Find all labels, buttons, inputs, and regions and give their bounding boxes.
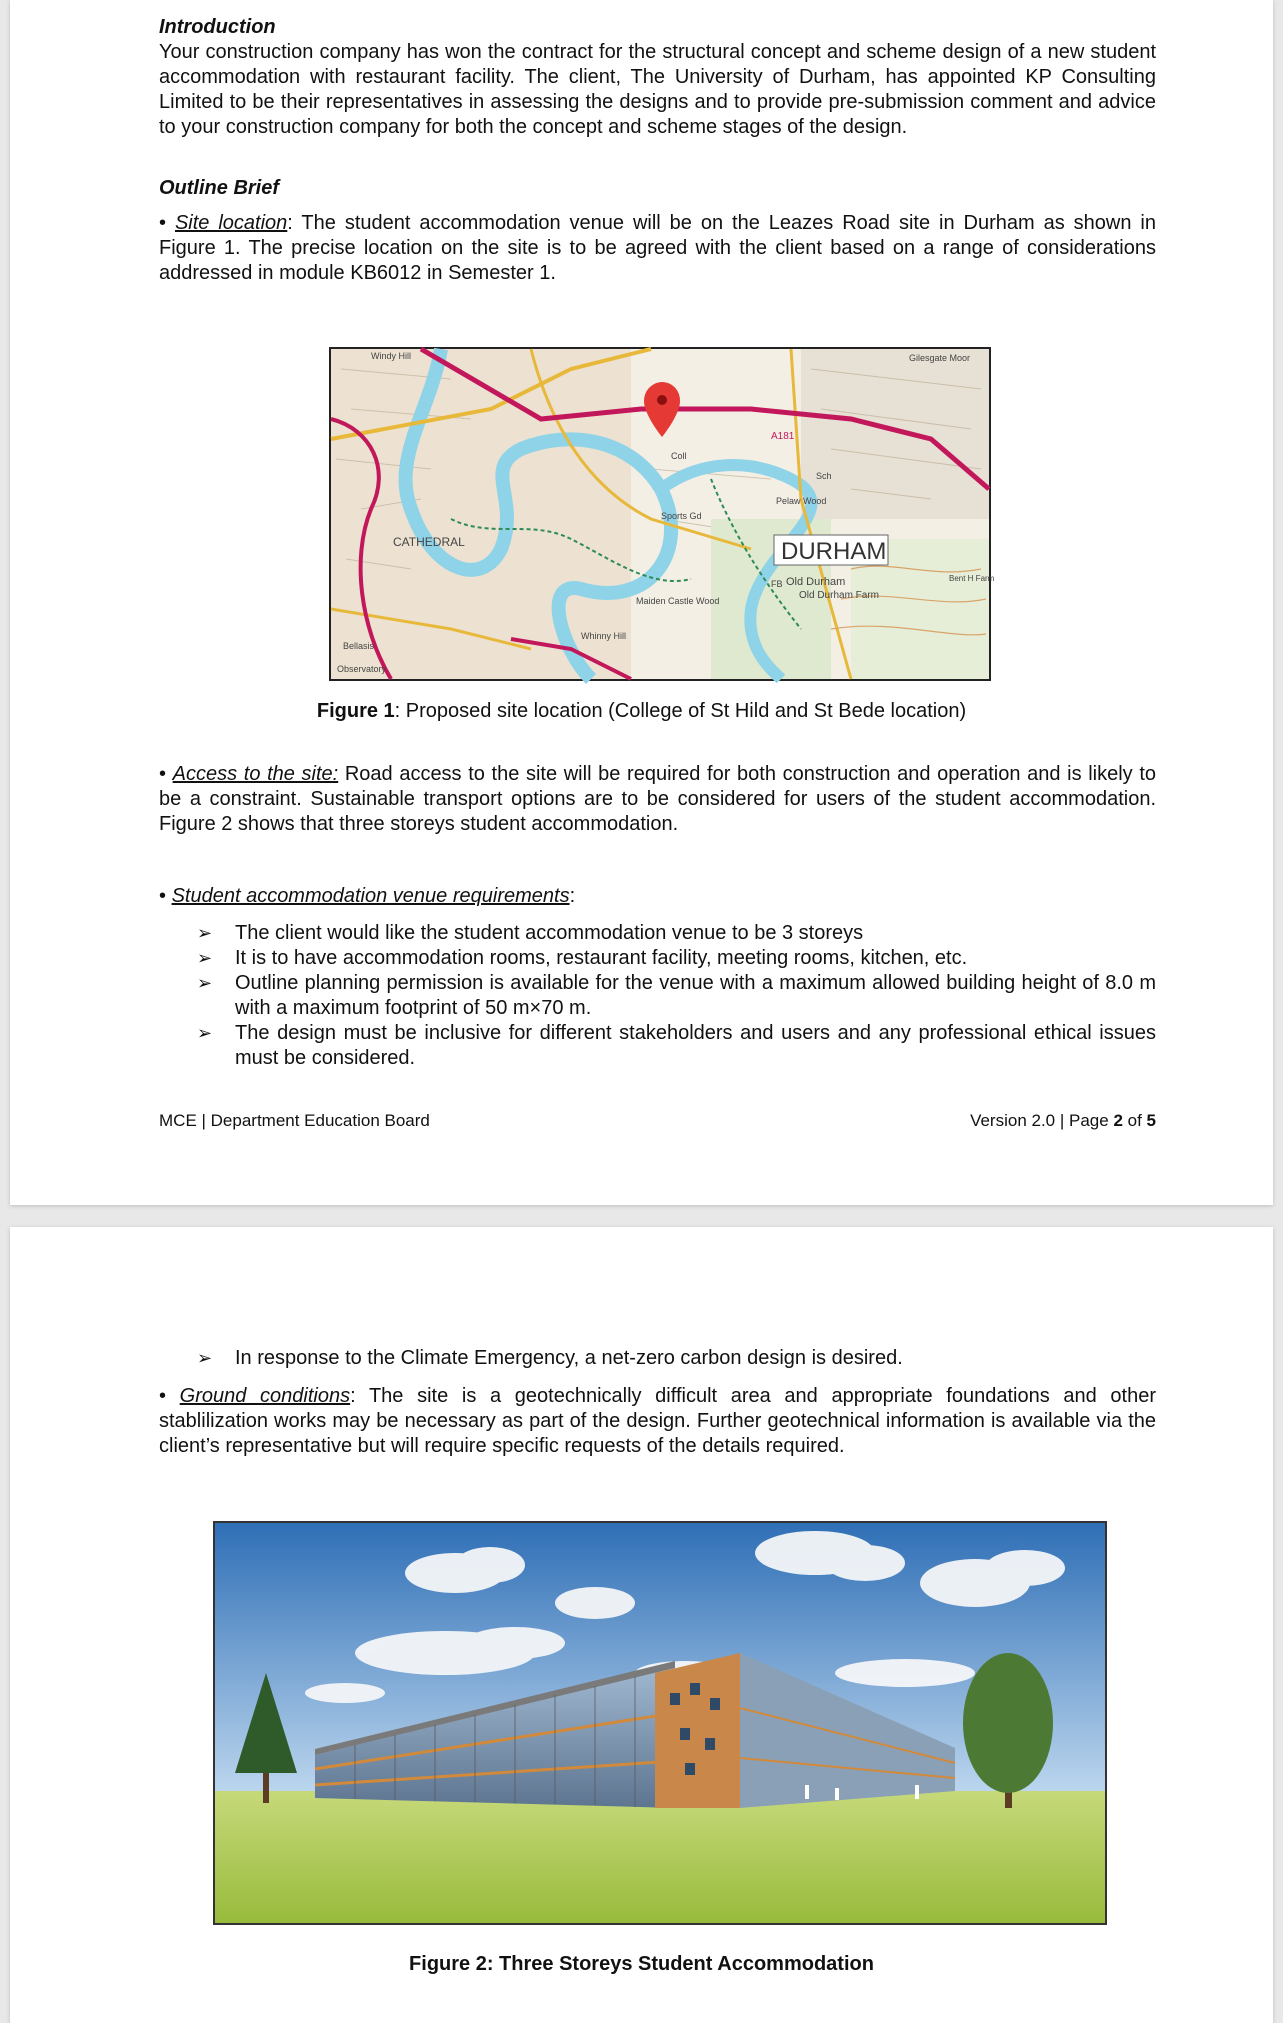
footer-page-total: 5 — [1146, 1111, 1156, 1130]
map-label-bellasis: Bellasis — [343, 641, 375, 651]
arrow-bullet-icon: ➢ — [197, 948, 213, 968]
map-label-sports-gd: Sports Gd — [661, 511, 702, 521]
list-item: ➢ It is to have accommodation rooms, restaurant facility, meeting rooms, kitchen, etc. — [197, 947, 968, 969]
map-label-cathedral: CATHEDRAL — [393, 535, 465, 549]
access-paragraph: • Access to the site: Road access to the site will be required for both construction and operation and is likely to be a constraint. Sustainable transport options are to be considered for users of the student accommodation. Figure 2 shows that three storeys student accommodation. — [159, 763, 1157, 835]
figure-2-caption — [10, 1953, 1273, 1976]
arrow-bullet-icon: ➢ — [197, 973, 213, 993]
student-accommodation-render — [215, 1523, 1105, 1923]
map-label-observatory: Observatory — [337, 664, 387, 674]
access-label: Access to the site: — [172, 763, 339, 785]
map-label-old-durham: Old Durham — [786, 576, 846, 588]
document-page-1 — [10, 0, 1273, 1205]
map-label-fb: FB — [771, 579, 783, 589]
requirements-continued — [159, 1346, 1156, 1371]
map-label-coll: Coll — [671, 451, 687, 461]
map-label-windy-hill: Windy Hill — [371, 351, 412, 361]
site-location-text: : The student accommodation venue will be on the Leazes Road site in Durham as shown in Figure 1. The precise location on the site is to be agreed with the client based on a range of considerations addressed in module KB6012 in Semester 1. — [159, 212, 1156, 284]
site-location-paragraph: • Site location: The student accommodation venue will be on the Leazes Road site in Durham as shown in Figure 1. The precise location on the site is to be agreed with the client based on a range of considerations addressed in module KB6012 in Semester 1. — [159, 212, 1156, 284]
footer-version: Version 2.0 | Page 2 of 5 — [970, 1111, 1156, 1130]
ground-conditions-label: Ground conditions — [179, 1385, 351, 1407]
map-label-durham: DURHAM — [781, 538, 887, 565]
arrow-bullet-icon: ➢ — [197, 923, 213, 943]
map-label-sch: Sch — [816, 471, 832, 481]
building-render-image — [213, 1521, 1107, 1925]
ground-conditions-paragraph: • Ground conditions: The site is a geotechnically difficult area and appropriate foundations and other stablilization works may be necessary as part of the design. Further geotechnical information is available via the client’s representative but will require specific requests of the details required. — [159, 1385, 1156, 1457]
site-location-map — [329, 347, 995, 681]
site-location-label: Site location — [174, 212, 288, 234]
ground-conditions-section — [159, 1384, 1156, 1459]
access-text: Road access to the site will be required for both construction and operation and is likely to be a constraint. Sustainable transport options are to be considered for users of the student accommodation. Figure 2 shows that three storeys student accommodation. — [159, 763, 1157, 835]
map-label-pelaw-wood: Pelaw Wood — [776, 496, 827, 506]
requirements-list — [159, 921, 1156, 1071]
map-illustration — [331, 349, 995, 679]
requirements-label: Student accommodation venue requirements — [171, 885, 570, 907]
introduction-paragraph: Your construction company has won the contract for the structural concept and scheme design of a new student accommodation with restaurant facility. The client, The University of Durham, has appointed KP Consulting Limited to be their representatives in assessing the designs and to provide pre-submission comment and advice to your construction company for both the concept and scheme stages of the design. — [159, 41, 1156, 138]
list-item: ➢ Outline planning permission is available for the venue with a maximum allowed building height of 8.0 m with a maximum footprint of 50 m×70 m. — [197, 972, 1156, 1019]
requirements-colon: : — [569, 885, 576, 907]
map-label-bent-house-farm: Bent H Farm — [949, 574, 995, 583]
introduction-heading: Introduction — [159, 16, 276, 38]
introduction-section — [159, 14, 1156, 140]
map-label-whinny-hill: Whinny Hill — [581, 631, 627, 641]
document-page-2 — [10, 1227, 1273, 2023]
outline-brief-section — [159, 175, 1156, 286]
map-label-maiden-castle-wood: Maiden Castle Wood — [636, 596, 720, 606]
figure-1-label: Figure 1 — [316, 700, 395, 722]
requirements-intro: • Student accommodation venue requirements: — [159, 885, 576, 907]
requirements-section — [159, 884, 1156, 1071]
arrow-bullet-icon: ➢ — [197, 1348, 213, 1368]
requirements-list-continued — [159, 1346, 1156, 1371]
figure-1-text: : Proposed site location (College of St Hild and St Bede location) — [394, 700, 967, 722]
map-label-old-durham-farm: Old Durham Farm — [799, 590, 880, 601]
map-label-gilesgate-moor: Gilesgate Moor — [909, 353, 971, 363]
figure-2-label: Figure 2: Three Storeys Student Accommodation — [409, 1953, 874, 1975]
ground-conditions-text: : The site is a geotechnically difficult area and appropriate foundations and other stablilization works may be necessary as part of the design. Further geotechnical information is available via the client’s representative but will require specific requests of the details required. — [159, 1385, 1156, 1457]
outline-brief-heading: Outline Brief — [159, 177, 280, 199]
arrow-bullet-icon: ➢ — [197, 1023, 213, 1043]
list-item: ➢ In response to the Climate Emergency, a net-zero carbon design is desired. — [197, 1347, 903, 1369]
list-item: ➢ The client would like the student accommodation venue to be 3 storeys — [197, 922, 864, 944]
list-item: ➢ The design must be inclusive for different stakeholders and users and any professional ethical issues must be considered. — [197, 1022, 1156, 1069]
footer-page-number: 2 — [1113, 1111, 1123, 1130]
figure-1-caption — [10, 700, 1273, 723]
footer-department: MCE | Department Education Board — [159, 1111, 430, 1130]
map-label-a181: A181 — [771, 431, 795, 442]
access-section — [159, 762, 1156, 837]
